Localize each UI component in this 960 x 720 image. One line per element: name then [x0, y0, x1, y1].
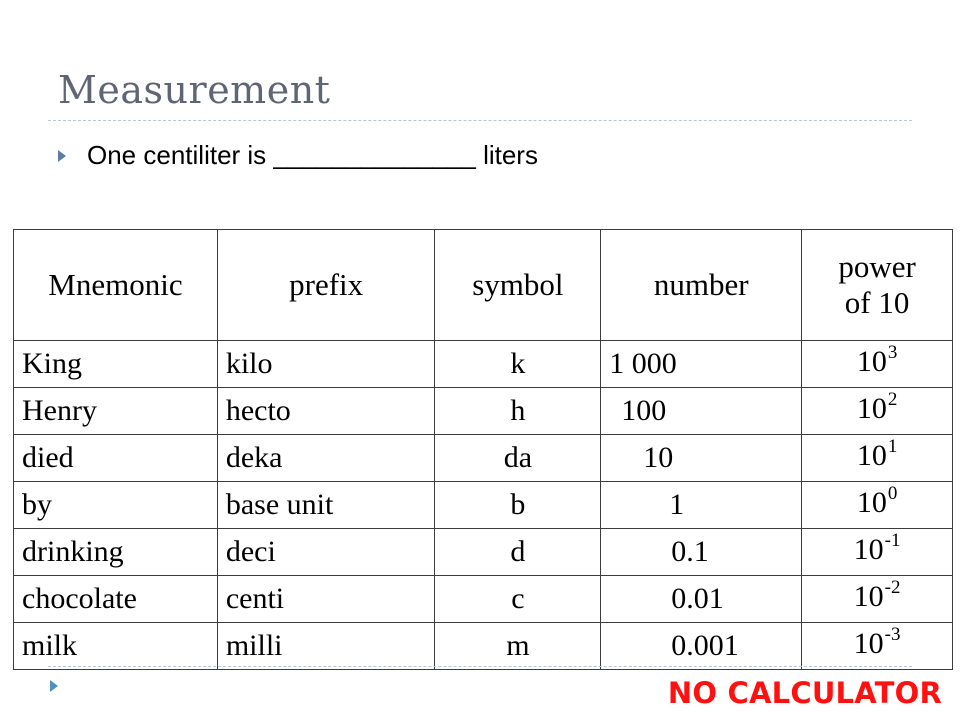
prefix-cell: deci: [217, 529, 435, 576]
power-exponent: 1: [887, 436, 898, 457]
power-cell: [802, 435, 953, 482]
power-exponent: 3: [887, 342, 898, 363]
symbol-cell: k: [435, 341, 601, 388]
power-exponent: -2: [884, 577, 901, 598]
footer-divider: [48, 666, 912, 667]
mnemonic-cell: Henry: [14, 388, 218, 435]
table-row: [14, 388, 953, 435]
number-cell: 100: [601, 388, 802, 435]
mnemonic-cell: drinking: [14, 529, 218, 576]
prefix-cell: kilo: [217, 341, 435, 388]
table-row: [14, 341, 953, 388]
prefix-cell: milli: [217, 623, 435, 670]
power-base: 10: [853, 533, 884, 566]
power-cell: [802, 623, 953, 670]
power-base: 10: [853, 627, 884, 660]
power-base: 10: [856, 439, 887, 472]
header-prefix: prefix: [217, 230, 435, 341]
power-base: 10: [856, 345, 887, 378]
header-symbol: symbol: [435, 230, 601, 341]
symbol-cell: b: [435, 482, 601, 529]
title-divider: [48, 120, 912, 121]
number-cell: 10: [601, 435, 802, 482]
no-calculator-note: NO CALCULATOR: [667, 676, 942, 710]
table-row: [14, 529, 953, 576]
table-row: [14, 482, 953, 529]
power-cell: [802, 388, 953, 435]
symbol-cell: c: [435, 576, 601, 623]
mnemonic-cell: King: [14, 341, 218, 388]
number-cell: 1 000: [601, 341, 802, 388]
bullet-item: [58, 140, 538, 171]
header-number: number: [601, 230, 802, 341]
table-row: [14, 576, 953, 623]
power-cell: [802, 576, 953, 623]
power-exponent: -1: [884, 530, 901, 551]
symbol-cell: da: [435, 435, 601, 482]
header-power-line2: of 10: [844, 285, 910, 320]
power-cell: [802, 341, 953, 388]
power-base: 10: [853, 580, 884, 613]
header-power-line1: power: [838, 249, 916, 285]
symbol-cell: m: [435, 623, 601, 670]
bullet-triangle-icon: [58, 150, 66, 162]
table-row: [14, 623, 953, 670]
prefix-cell: hecto: [217, 388, 435, 435]
mnemonic-cell: by: [14, 482, 218, 529]
number-cell: 0.001: [601, 623, 802, 670]
power-cell: [802, 529, 953, 576]
prefix-cell: deka: [217, 435, 435, 482]
power-exponent: 2: [887, 389, 898, 410]
number-cell: 0.01: [601, 576, 802, 623]
power-exponent: 0: [887, 483, 898, 504]
prefix-cell: centi: [217, 576, 435, 623]
slide-title: Measurement: [58, 68, 331, 112]
power-exponent: -3: [884, 624, 901, 645]
number-cell: 0.1: [601, 529, 802, 576]
power-base: 10: [856, 486, 887, 519]
symbol-cell: h: [435, 388, 601, 435]
table-row: [14, 435, 953, 482]
metric-prefix-table: [13, 229, 953, 670]
number-cell: 1: [601, 482, 802, 529]
power-cell: [802, 482, 953, 529]
prefix-cell: base unit: [217, 482, 435, 529]
header-power-of-10: [802, 230, 953, 341]
footer-triangle-icon: [50, 680, 58, 692]
header-mnemonic: Mnemonic: [14, 230, 218, 341]
bullet-text: One centiliter is ______________ liters: [87, 140, 538, 170]
mnemonic-cell: chocolate: [14, 576, 218, 623]
table-header-row: [14, 230, 953, 341]
mnemonic-cell: milk: [14, 623, 218, 670]
mnemonic-cell: died: [14, 435, 218, 482]
power-base: 10: [856, 392, 887, 425]
symbol-cell: d: [435, 529, 601, 576]
